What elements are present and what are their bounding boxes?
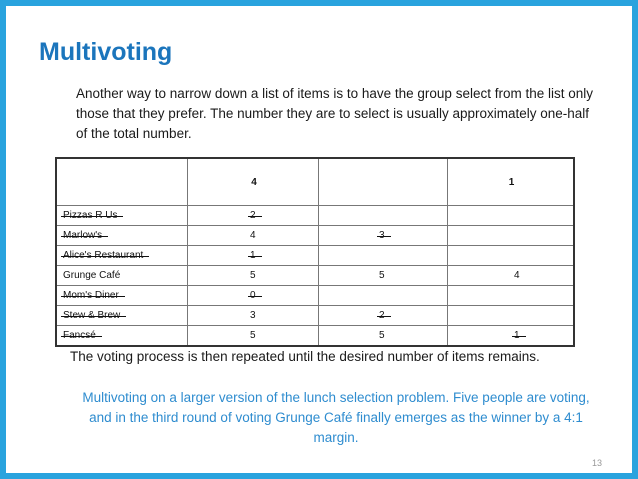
round2-votes: 5 xyxy=(319,266,448,286)
round2-votes xyxy=(319,206,448,226)
round1-votes: 5 xyxy=(188,266,319,286)
round2-votes: 5 xyxy=(319,326,448,347)
round2-votes xyxy=(319,246,448,266)
header-cell xyxy=(319,158,448,206)
table-row xyxy=(56,226,574,246)
header-cell: 4 xyxy=(188,158,319,206)
intro-paragraph: Another way to narrow down a list of items is to have the group select from the list only those that they prefer. The number they are to select is usually approximately one-half of the total number. xyxy=(76,86,593,141)
round3-votes xyxy=(448,286,575,306)
header-cell: 1 xyxy=(448,158,575,206)
table-row xyxy=(56,246,574,266)
round3-votes xyxy=(448,306,575,326)
round3-votes: 4 xyxy=(448,266,575,286)
item-name: Stew & Brew xyxy=(63,310,121,321)
round2-votes: 2 xyxy=(379,310,385,321)
item-name: Alice's Restaurant xyxy=(63,250,144,261)
item-name: Fancsé xyxy=(63,330,96,341)
header-cell xyxy=(56,158,188,206)
figure-caption: Multivoting on a larger version of the lunch selection problem. Five people are voting, and in the third round of voting Grunge Café finally emerges as the winner by a 4:1 margin. xyxy=(82,390,590,445)
round1-votes: 4 xyxy=(188,226,319,246)
table-row xyxy=(56,306,574,326)
page-number: 13 xyxy=(591,458,602,468)
round3-votes xyxy=(448,206,575,226)
round3-votes xyxy=(448,246,575,266)
repeat-note: The voting process is then repeated until the desired number of items remains. xyxy=(70,349,540,364)
round1-votes: 0 xyxy=(250,290,256,301)
round3-votes xyxy=(448,226,575,246)
table-row xyxy=(56,326,574,347)
round1-votes: 1 xyxy=(250,250,256,261)
table-row xyxy=(56,206,574,226)
round2-votes xyxy=(319,286,448,306)
item-name: Grunge Café xyxy=(56,266,188,286)
round1-votes: 2 xyxy=(250,210,256,221)
item-name: Mom's Diner xyxy=(63,290,119,301)
round2-votes: 3 xyxy=(379,230,385,241)
table-row xyxy=(56,286,574,306)
item-name: Pizzas R Us xyxy=(63,210,118,221)
table-row xyxy=(56,266,574,286)
round3-votes: 1 xyxy=(514,330,520,341)
slide-title: Multivoting xyxy=(39,38,173,66)
table-header-row xyxy=(56,158,574,206)
round1-votes: 5 xyxy=(188,326,319,347)
round1-votes: 3 xyxy=(188,306,319,326)
item-name: Marlow's xyxy=(63,230,103,241)
voting-table xyxy=(55,157,575,347)
